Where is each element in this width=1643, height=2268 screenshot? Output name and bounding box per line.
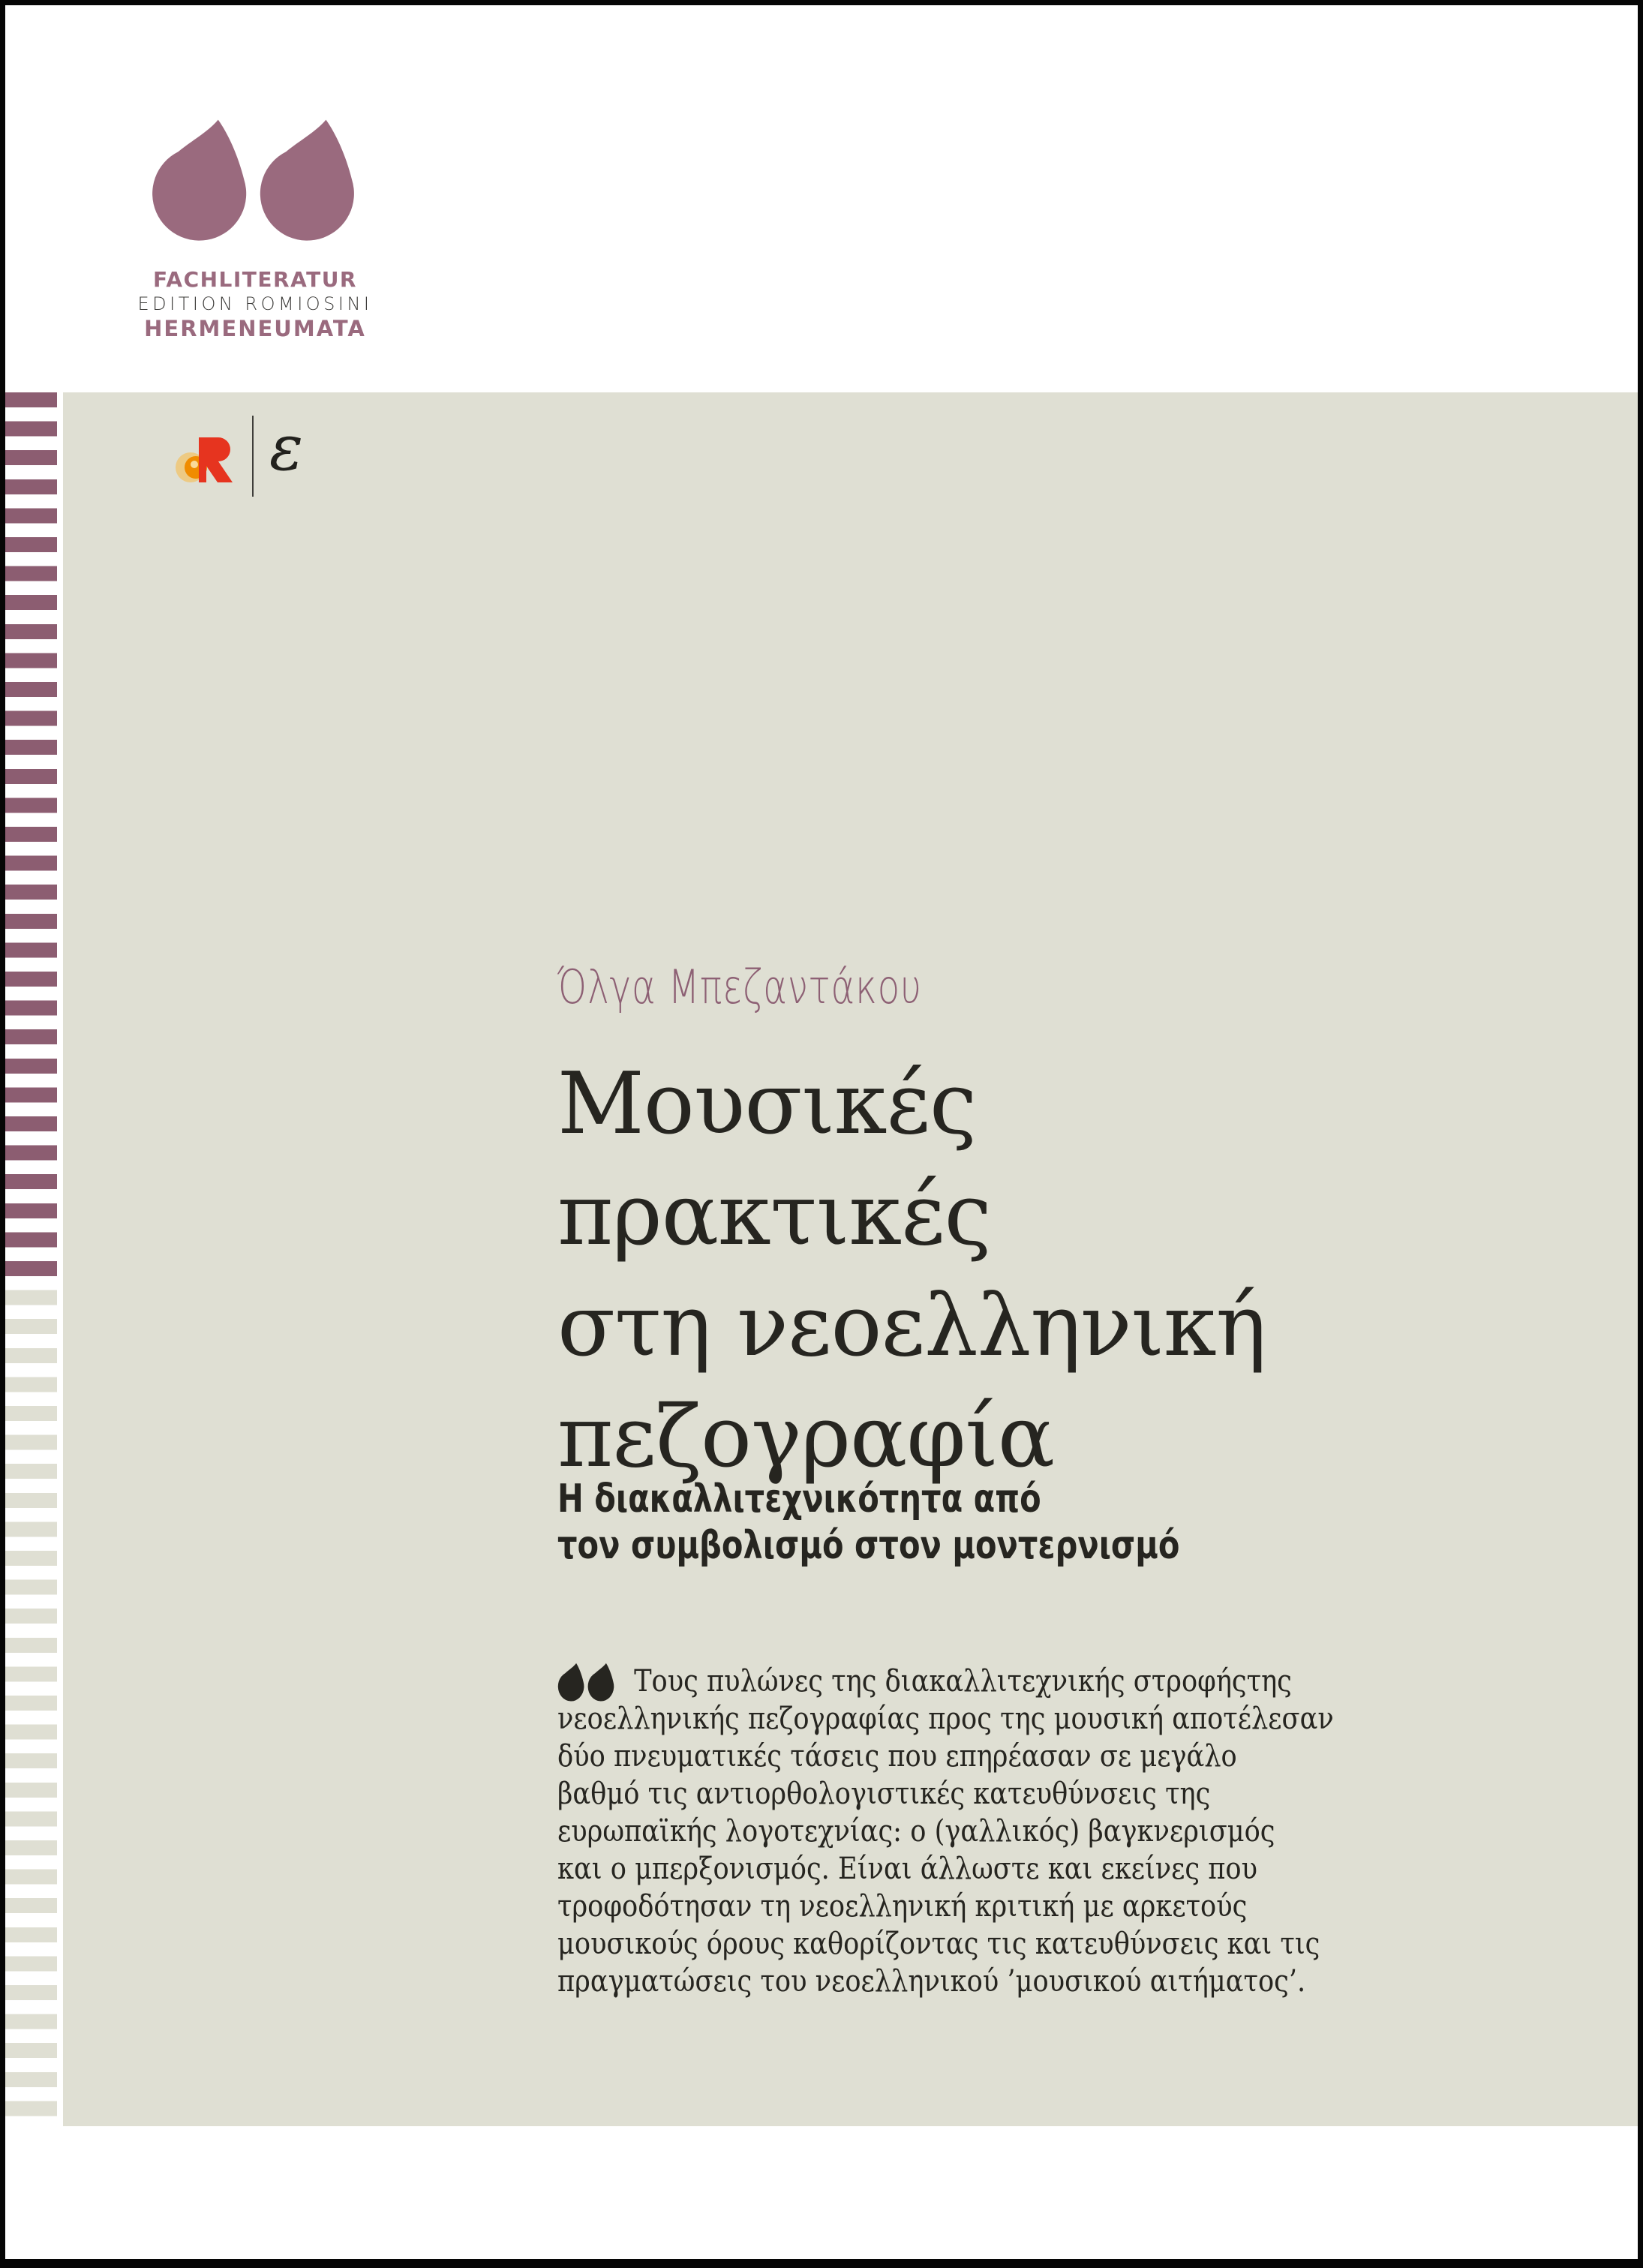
title-line: Μουσικές <box>557 1054 977 1153</box>
quote-marks-icon <box>150 118 360 242</box>
quote-line: νεοελληνικής πεζογραφίας προς της μουσική αποτέλεσαν <box>557 1702 1334 1736</box>
publisher-brand <box>86 118 424 341</box>
quote-line: βαθμό τις αντιορθολογιστικές κατευθύνσεις της <box>557 1777 1211 1811</box>
quote-icon <box>557 1663 615 1700</box>
quote-line: και ο μπερξονισμός. Είναι άλλωστε και εκείνες που <box>557 1852 1258 1886</box>
title-line: στη νεοελληνική <box>557 1276 1266 1375</box>
brand-series-label: FACHLITERATUR <box>152 267 357 292</box>
quote-line-text: Τους πυλώνες της διακαλλιτεχνικής στροφήςτης <box>634 1664 1292 1699</box>
author-name: Όλγα Μπεζαντάκου <box>557 960 922 1014</box>
title-line: πεζογραφία <box>557 1387 1055 1486</box>
quote-line: δύο πνευματικές τάσεις που επηρέασαν σε μεγάλο <box>557 1739 1237 1774</box>
book-title <box>557 1048 1266 1492</box>
logo-divider <box>252 416 254 497</box>
book-subtitle <box>557 1476 1180 1569</box>
subtitle-line: Η διακαλλιτεχνικότητα από <box>557 1476 1041 1522</box>
brand-collection-label: HERMENEUMATA <box>144 316 366 341</box>
title-line: πρακτικές <box>557 1165 991 1264</box>
quote-line: ευρωπαϊκής λογοτεχνίας: ο (γαλλικός) βαγκνερισμός <box>557 1814 1275 1849</box>
stripes-gray-segment <box>5 1276 57 2126</box>
stripes-purple-segment <box>5 392 57 1276</box>
brand-publisher-label: EDITION ROMIOSINI <box>137 293 373 314</box>
romiosini-logo-icon <box>176 436 234 484</box>
epsilon-logo: ε <box>269 411 304 485</box>
quote-line: μουσικούς όρους καθορίζοντας τις κατευθύνσεις και τις <box>557 1927 1320 1961</box>
cover-quote <box>557 1663 1334 2000</box>
stripes-decoration <box>5 392 57 2126</box>
subtitle-line: τον συμβολισμό στον μοντερνισμό <box>557 1523 1180 1568</box>
quote-line <box>557 1663 1334 1700</box>
quote-line: πραγματώσεις του νεοελληνικού ’μουσικού αιτήματος’. <box>557 1964 1306 1999</box>
quote-line: τροφοδότησαν τη νεοελληνική κριτική με αρκετούς <box>557 1889 1248 1924</box>
